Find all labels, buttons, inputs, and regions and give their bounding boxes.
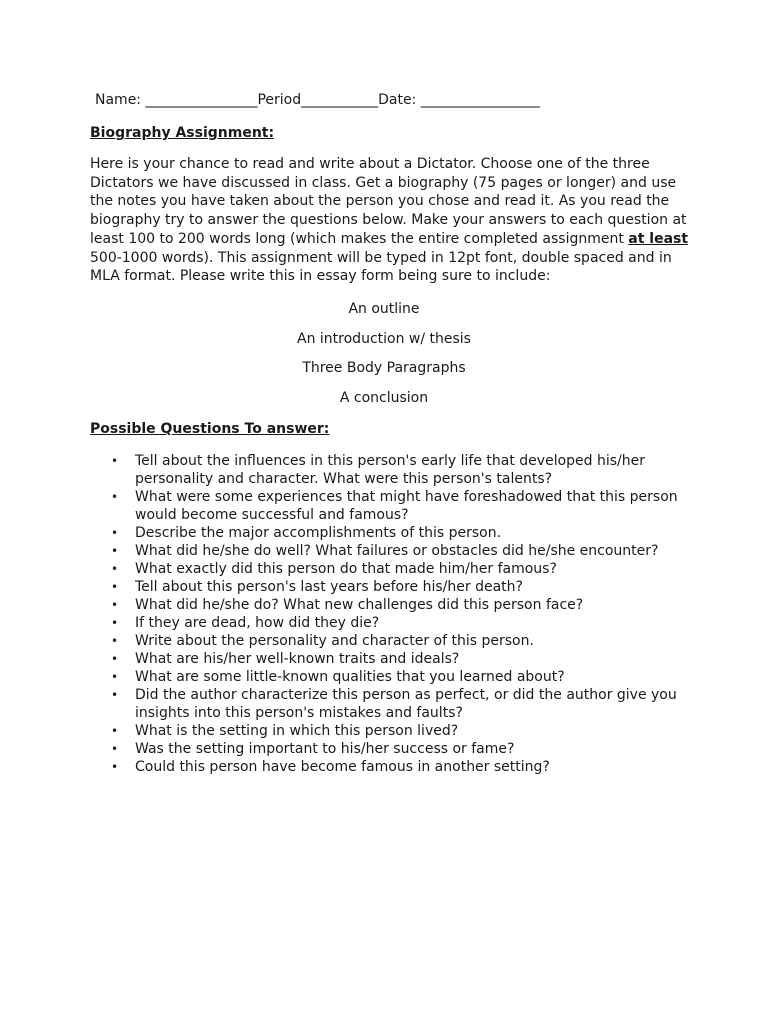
bullet-icon: •: [111, 652, 119, 666]
question-item: [111, 452, 681, 488]
question-text: Tell about the influences in this person's early life that developed his/her personality and character. What were this person's talents?: [135, 453, 646, 487]
question-text: What are some little-known qualities that you learned about?: [135, 669, 565, 685]
question-text: Describe the major accomplishments of this person.: [135, 525, 502, 541]
question-item: [111, 614, 681, 632]
bullet-icon: •: [111, 562, 119, 576]
question-item: [111, 578, 681, 596]
bullet-icon: •: [111, 544, 119, 558]
bullet-icon: •: [111, 598, 119, 612]
bullet-icon: •: [111, 724, 119, 738]
question-text: Could this person have become famous in another setting?: [135, 759, 550, 775]
bullet-icon: •: [111, 490, 119, 504]
question-text: Was the setting important to his/her success or fame?: [135, 741, 515, 757]
question-item: [111, 650, 681, 668]
instructions-text-start: Here is your chance to read and write about a Dictator. Choose one of the three Dictators we have discussed in class. Get a biography (75 pages or longer) and use the notes you have taken about the person you chose and read it. As you read the biography try to answer the questions below. Make your answers to each question at least 100 to 200 words long (which makes the entire completed assignment: [90, 156, 687, 247]
bullet-icon: •: [111, 688, 119, 702]
assignment-instructions: [90, 155, 690, 286]
instructions-text-end: 500-1000 words). This assignment will be typed in 12pt font, double spaced and in MLA format. Please write this in essay form being sure to include:: [90, 249, 672, 285]
question-item: [111, 632, 681, 650]
required-components-list: [90, 300, 678, 418]
question-item: [111, 488, 681, 524]
bullet-icon: •: [111, 760, 119, 774]
question-text: If they are dead, how did they die?: [135, 615, 380, 631]
question-item: [111, 560, 681, 578]
question-text: What exactly did this person do that made him/her famous?: [135, 561, 557, 577]
question-item: [111, 596, 681, 614]
question-text: What is the setting in which this person lived?: [135, 723, 459, 739]
question-item: [111, 542, 681, 560]
question-item: [111, 758, 681, 776]
question-text: Did the author characterize this person as perfect, or did the author give you insights into this person's mistakes and faults?: [135, 687, 677, 721]
question-item: [111, 668, 681, 686]
bullet-icon: •: [111, 670, 119, 684]
bullet-icon: •: [111, 634, 119, 648]
bullet-icon: •: [111, 616, 119, 630]
question-text: What were some experiences that might have foreshadowed that this person would become successful and famous?: [135, 489, 678, 523]
component-conclusion: A conclusion: [339, 389, 429, 406]
question-text: What did he/she do well? What failures or obstacles did he/she encounter?: [135, 543, 659, 559]
question-text: What did he/she do? What new challenges did this person face?: [135, 597, 584, 613]
questions-list: [111, 452, 681, 776]
component-body-paragraphs: Three Body Paragraphs: [302, 360, 466, 376]
bullet-icon: •: [111, 580, 119, 594]
questions-title: Possible Questions To answer:: [90, 421, 330, 437]
bullet-icon: •: [111, 526, 119, 540]
question-item: [111, 524, 681, 542]
question-text: What are his/her well-known traits and ideals?: [135, 651, 460, 667]
question-item: [111, 686, 681, 722]
instructions-emphasis: at least: [628, 230, 689, 247]
component-outline: An outline: [348, 301, 420, 317]
question-item: [111, 740, 681, 758]
component-introduction: An introduction w/ thesis: [297, 330, 471, 347]
bullet-icon: •: [111, 742, 119, 756]
name-period-date-line: Name: ________________Period___________Date: _________________: [95, 92, 540, 108]
assignment-title: Biography Assignment:: [90, 125, 275, 141]
question-text: Tell about this person's last years before his/her death?: [135, 579, 523, 595]
bullet-icon: •: [111, 454, 119, 468]
question-item: [111, 722, 681, 740]
question-text: Write about the personality and character of this person.: [135, 633, 534, 649]
